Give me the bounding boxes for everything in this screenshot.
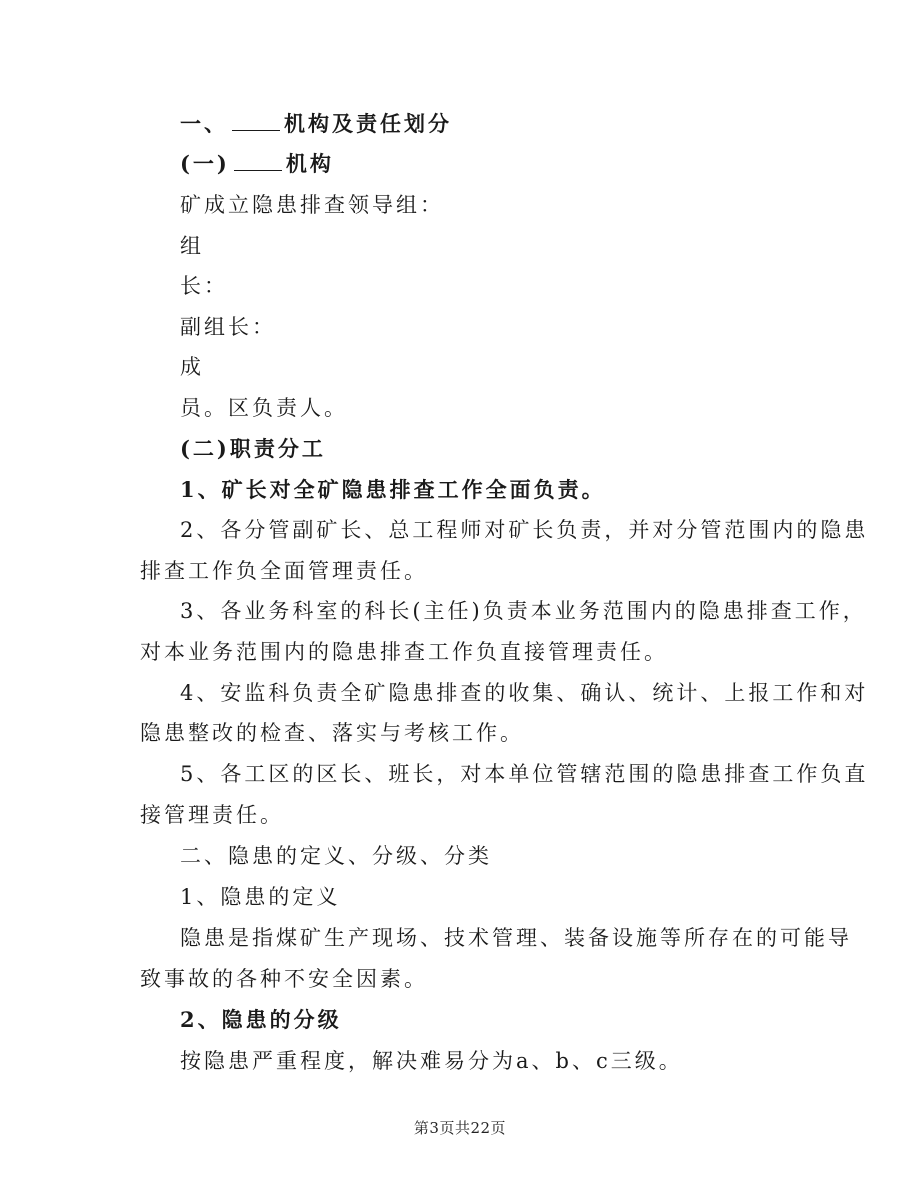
group-leader-a: 组 <box>180 234 204 258</box>
item2-line1: 2、各分管副矿长、总工程师对矿长负责，并对分管范围内的隐患 <box>180 518 869 542</box>
item5-line2: 接管理责任。 <box>140 803 284 827</box>
section1-heading <box>180 112 830 136</box>
heading-prefix: 一、 <box>180 111 228 136</box>
sub1-heading <box>180 152 830 176</box>
definition-line1: 隐患是指煤矿生产现场、技术管理、装备设施等所存在的可能导 <box>180 926 852 950</box>
item3-line1: 3、各业务科室的科长(主任)负责本业务范围内的隐患排查工作， <box>180 599 867 623</box>
sub2-heading: (二)职责分工 <box>180 436 326 461</box>
heading-suffix: 机构及责任划分 <box>284 111 452 136</box>
item5-line1: 5、各工区的区长、班长，对本单位管辖范围的隐患排查工作负直 <box>180 762 869 786</box>
item3-line2: 对本业务范围内的隐患排查工作负直接管理责任。 <box>140 640 668 664</box>
fill-blank <box>232 112 280 131</box>
item2-line2: 排查工作负全面管理责任。 <box>140 559 428 583</box>
item4-line1: 4、安监科负责全矿隐患排查的收集、确认、统计、上报工作和对 <box>180 681 869 705</box>
item4-line2: 隐患整改的检查、落实与考核工作。 <box>140 721 524 745</box>
page-number: 第3页共22页 <box>413 1119 507 1137</box>
grade-text: 按隐患严重程度，解决难易分为a、b、c三级。 <box>180 1049 683 1073</box>
item1: 1、矿长对全矿隐患排查工作全面负责。 <box>180 477 606 502</box>
section2-heading: 二、隐患的定义、分级、分类 <box>180 844 492 868</box>
fill-blank <box>234 152 282 171</box>
section2-sub2: 2、隐患的分级 <box>180 1007 342 1032</box>
section2-sub1: 1、隐患的定义 <box>180 885 341 909</box>
member-a: 成 <box>180 355 204 379</box>
definition-line2: 致事故的各种不安全因素。 <box>140 967 428 991</box>
member-b: 员。区负责人。 <box>180 396 348 420</box>
sub1-suffix: 机构 <box>285 151 334 176</box>
group-leader-b: 长： <box>180 274 228 298</box>
deputy-leader: 副组长： <box>180 315 276 339</box>
intro-text: 矿成立隐患排查领导组： <box>180 193 444 217</box>
sub1-prefix: (一) <box>180 151 230 176</box>
